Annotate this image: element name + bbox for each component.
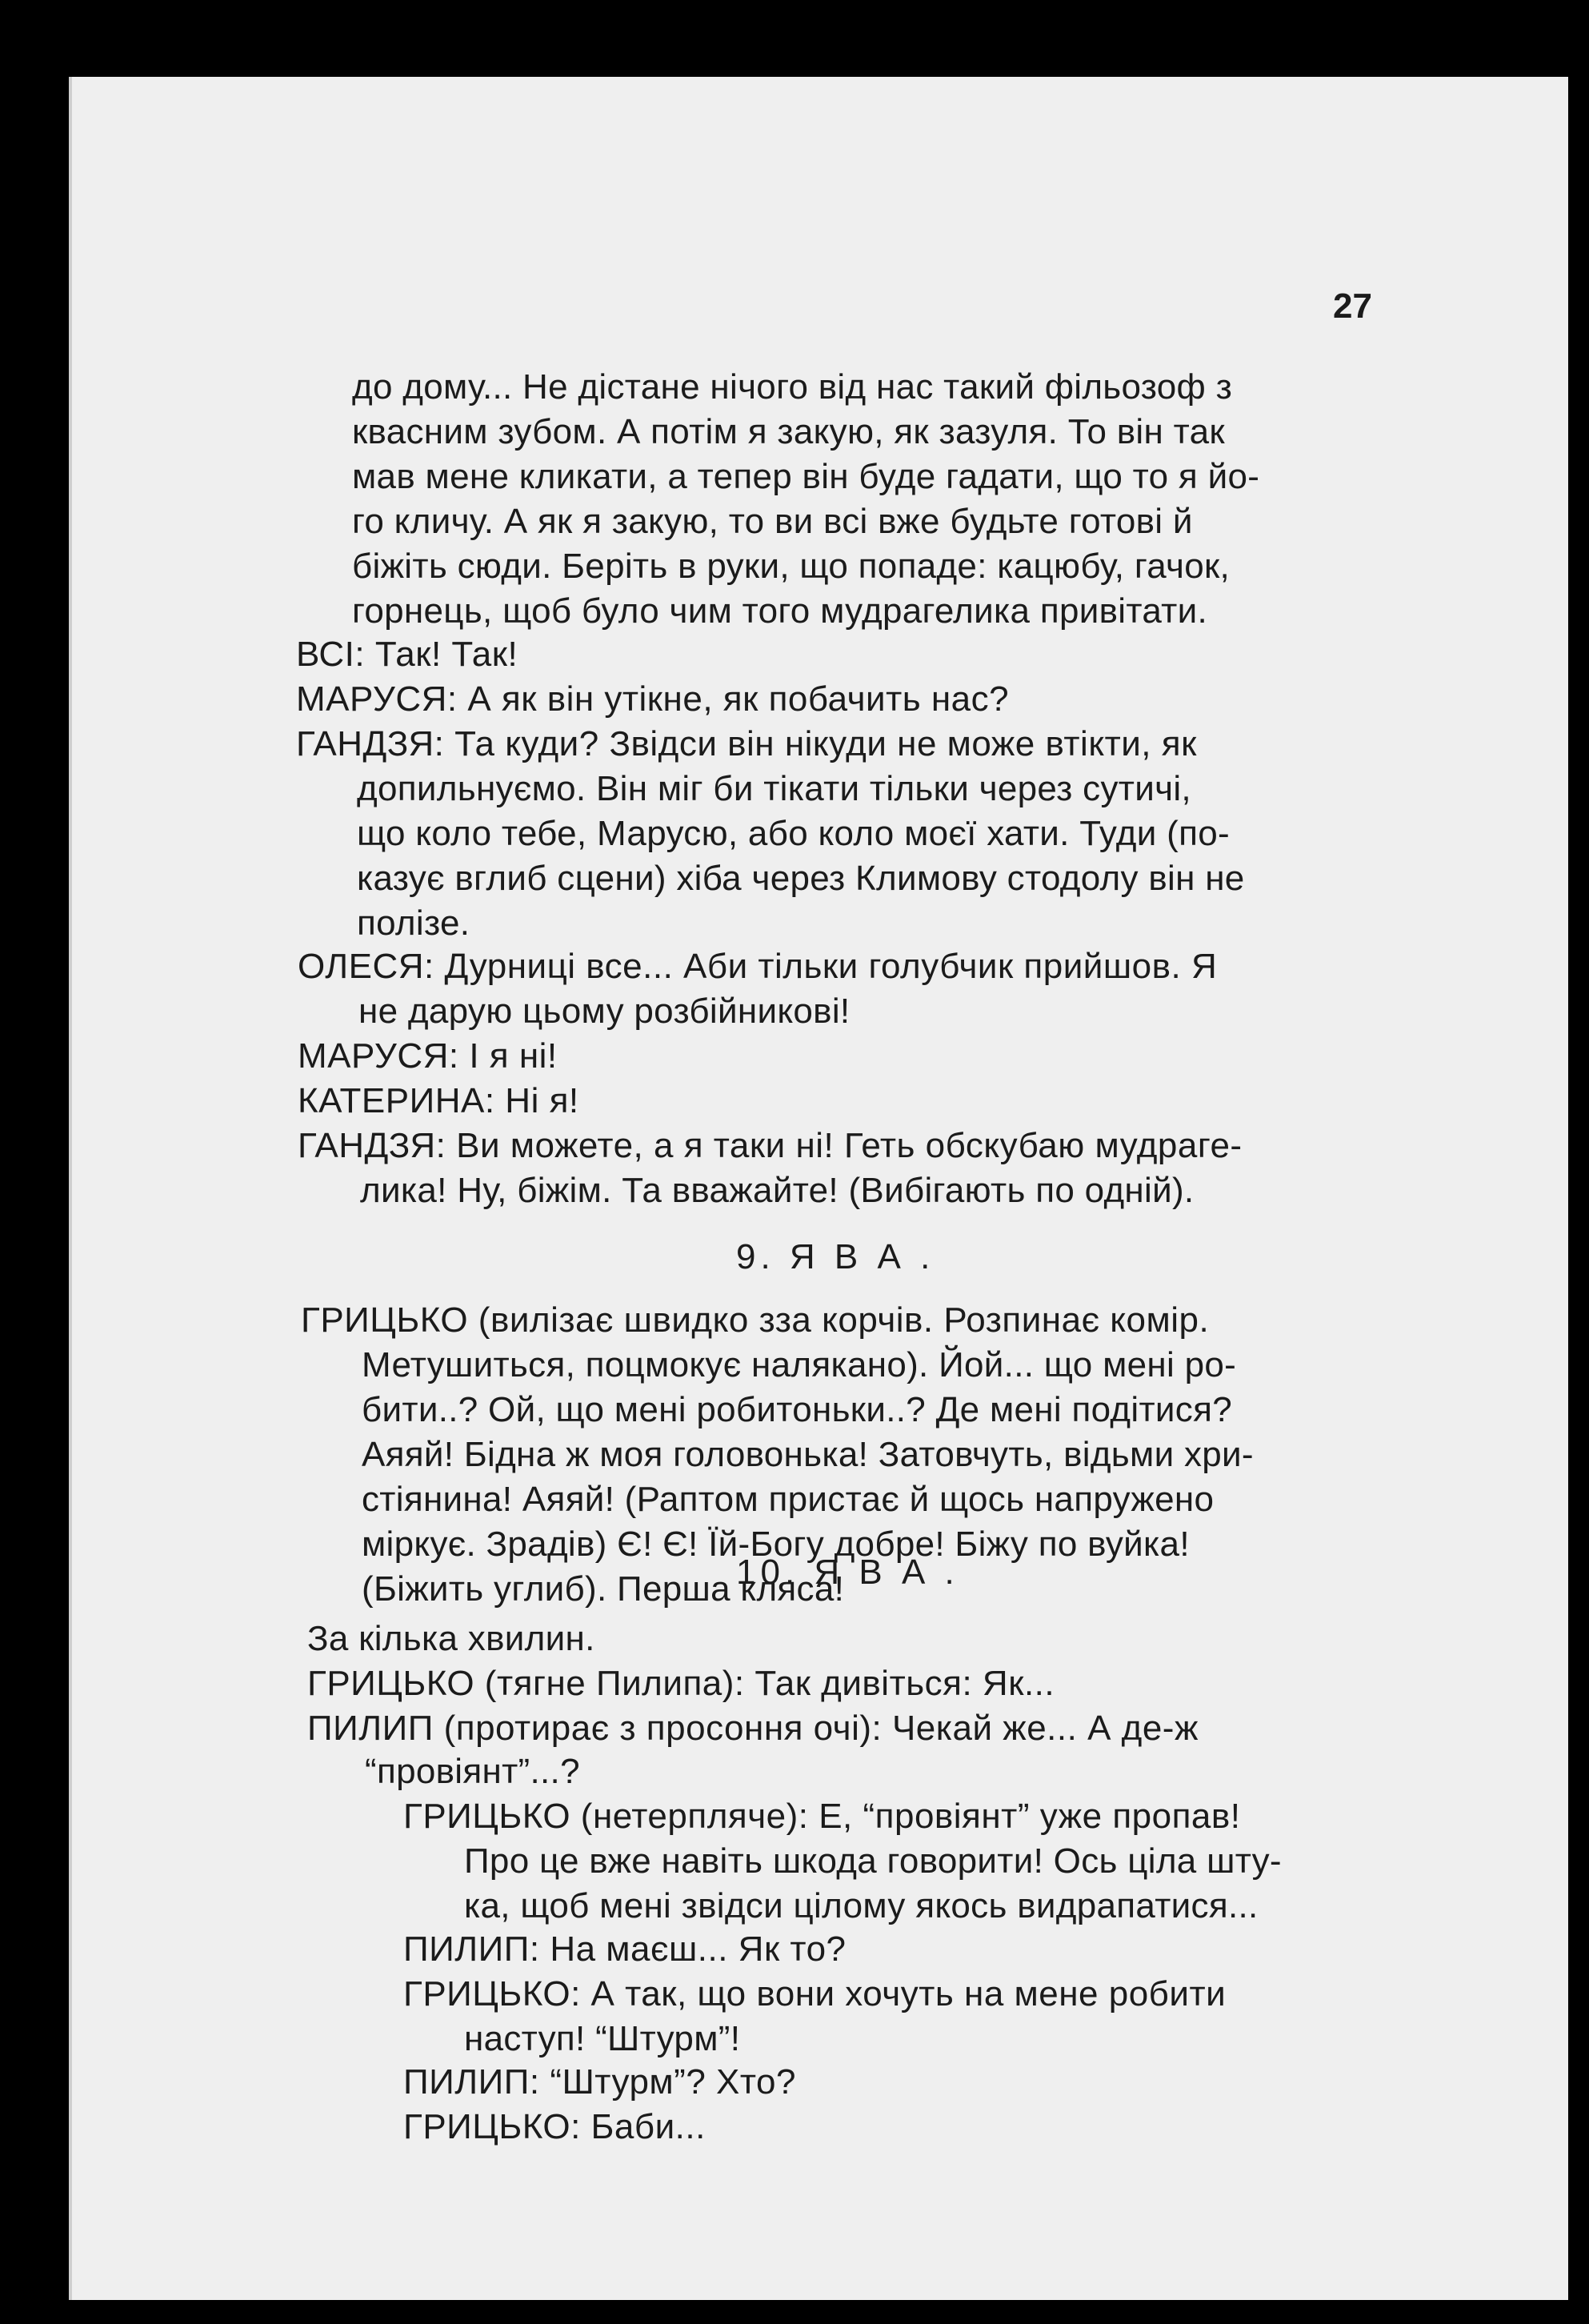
text-line: не дарую цьому розбійникові! [358,992,851,1031]
dialogue-line: ПИЛИП: На маєш... Як то? [403,1929,847,1969]
text-line: до дому... Не дістане нічого від нас такий фільозоф з [352,367,1233,407]
page-number: 27 [1333,286,1372,326]
dialogue-line: ОЛЕСЯ: Дурниці все... Аби тільки голубчик прийшов. Я [298,947,1218,986]
dialogue-line: МАРУСЯ: А як він утікне, як побачить нас? [296,679,1010,719]
text-line: казує вглиб сцени) хіба через Климову стодолу він не [357,859,1245,898]
text-line: полізе. [357,904,470,943]
text-line: ка, щоб мені звідси цілому якось видрапатися... [464,1886,1259,1925]
text-line: Про це вже навіть шкода говорити! Ось ціла шту- [464,1841,1282,1881]
dialogue-line: ГАНДЗЯ: Та куди? Звідси він нікуди не може втікти, як [296,724,1197,763]
dialogue-line: ГРИЦЬКО (вилізає швидко зза корчів. Розпинає комір. [301,1300,1210,1340]
text-line: (Біжить углиб). Перша кляса! [362,1569,845,1609]
text-line: стіянина! Аяяй! (Раптом пристає й щось напружено [362,1480,1215,1519]
dialogue-line: ГРИЦЬКО (нетерпляче): Е, “провіянт” уже пропав! [403,1797,1241,1836]
dialogue-line: ГРИЦЬКО: А так, що вони хочуть на мене робити [403,1974,1227,2013]
dialogue-line: МАРУСЯ: І я ні! [298,1036,558,1076]
text-line: бити..? Ой, що мені робитоньки..? Де мені подітися? [362,1390,1232,1429]
text-line: що коло тебе, Марусю, або коло моєї хати. Туди (по- [357,814,1230,853]
dialogue-line: ПИЛИП (протирає з просоння очі): Чекай же... А де-ж [307,1709,1199,1748]
scene-heading: 9. Я В А . [736,1237,935,1276]
text-line: біжіть сюди. Беріть в руки, що попаде: кацюбу, гачок, [352,547,1231,586]
dialogue-line: ВСІ: Так! Так! [296,635,518,674]
text-line: “провіянт”...? [365,1752,580,1791]
text-line: мав мене кликати, а тепер він буде гадати, що то я йо- [352,457,1260,496]
text-line: го кличу. А як я закую, то ви всі вже будьте готові й [352,502,1193,541]
text-line: горнець, щоб було чим того мудрагелика привітати. [352,591,1207,631]
dialogue-line: ГАНДЗЯ: Ви можете, а я таки ні! Геть обскубаю мудраге- [298,1126,1243,1165]
text-line: Аяяй! Бідна ж моя головонька! Затовчуть, відьми хри- [362,1435,1254,1474]
text-line: лика! Ну, біжім. Та вважайте! (Вибігають по одній). [360,1171,1195,1210]
dialogue-line: ГРИЦЬКО (тягне Пилипа): Так дивіться: Як... [307,1664,1055,1703]
dialogue-line: ПИЛИП: “Штурм”? Хто? [403,2062,796,2102]
text-line: міркує. Зрадів) Є! Є! Їй-Богу добре! Біжу по вуйка! [362,1525,1190,1564]
scene-heading: 10. Я В А . [736,1553,959,1592]
text-line: допильнуємо. Він міг би тікати тільки через сутичі, [357,769,1191,808]
dialogue-line: ГРИЦЬКО: Баби... [403,2107,706,2146]
stage-direction: За кілька хвилин. [307,1619,595,1658]
dialogue-line: КАТЕРИНА: Ні я! [298,1081,579,1120]
text-line: квасним зубом. А потім я закую, як зазуля. То він так [352,412,1225,451]
text-line: Метушиться, поцмокує налякано). Йой... що мені ро- [362,1345,1237,1384]
text-line: наступ! “Штурм”! [464,2019,741,2058]
